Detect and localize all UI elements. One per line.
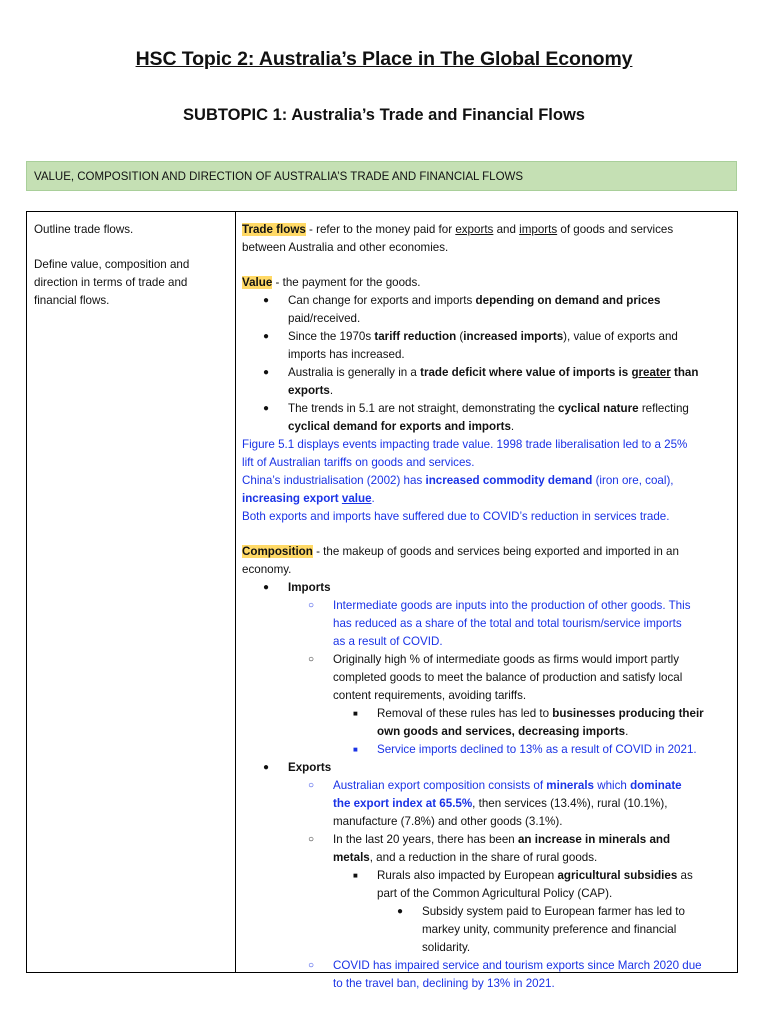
questions-column [27,212,236,972]
section-banner: VALUE, COMPOSITION AND DIRECTION OF AUSTRALIA’S TRADE AND FINANCIAL FLOWS [26,161,737,191]
bullet-icon: ● [263,762,270,773]
bullet-icon: ● [263,331,270,342]
list-item: ● Australia is generally in a trade deficit where value of imports is greater than exports. [263,366,699,397]
bullet-icon: ● [263,403,270,414]
term-trade-flows: Trade flows [242,223,306,236]
list-item: ● Subsidy system paid to European farmer has led to markey unity, community preference and financial solidarity. [397,905,685,954]
document-title: HSC Topic 2: Australia’s Place in The Global Economy [135,48,633,70]
list-item: ○ Intermediate goods are inputs into the production of other goods. This has reduced as a share of the total and total tourism/service imports as a result of COVID. [308,599,691,648]
exports-heading: ● Exports [242,759,731,777]
answers-column [236,212,737,990]
question-outline-trade-flows: Outline trade flows. [34,223,134,236]
notes-table [26,211,738,990]
value-notes: Figure 5.1 displays events impacting trade value. 1998 trade liberalisation led to a 25% lift of Australian tariffs on goods and services. China’s industrialisation (2002) has increased commodity demand (iron ore, coal), increasing export value. Both exports and imports have suffered due to COVID’s reduction in services trade. [242,438,688,523]
imports-heading: ● Imports [242,579,731,597]
list-item: ○ Australian export composition consists of minerals which dominate the export index at 65.5%, then services (13.4%), rural (10.1%), manufacture (7.8%) and other goods (3.1%). [308,779,682,828]
document-subtitle: SUBTOPIC 1: Australia’s Trade and Financial Flows [183,106,585,124]
value-section: Value - the payment for the goods. ● Can change for exports and imports depending on demand and prices paid/received. ● Since the 1970s tariff reduction (increased imports), value of exports and imports has increased. ● Australia is generally in a trade deficit where value of imports is greater than exports. ● The trends in 5.1 are not straight, demonstrating the cyclical nature reflecting cyclical demand for exports and imports. Figure 5.1 displays events impacting trade value. 1998 trade liberalisation led to a 25% lift of Australian tariffs on goods and services. China’s industrialisation (2002) has increased commodity demand (iron ore, coal), increasing export value. Both exports and imports have suffered due to COVID’s reduction in services trade. [242,274,731,526]
list-item: ○ In the last 20 years, there has been an increase in minerals and metals, and a reduction in the share of rural goods. [308,833,671,864]
circle-bullet-icon: ○ [308,600,315,611]
square-bullet-icon: ■ [353,871,358,880]
bullet-icon: ● [263,367,270,378]
list-item: ■ Removal of these rules has led to businesses producing their own goods and services, decreasing imports. [353,707,704,738]
trade-flows-definition: Trade flows - refer to the money paid for exports and imports of goods and services between Australia and other economies. [242,223,674,254]
term-composition: Composition [242,545,313,558]
square-bullet-icon: ■ [353,745,358,754]
question-define-value-composition-direction: Define value, composition and direction in terms of trade and financial flows. [34,258,190,307]
list-item: ● Can change for exports and imports depending on demand and prices paid/received. [263,294,661,325]
list-item: ■ Service imports declined to 13% as a result of COVID in 2021. [242,741,731,759]
circle-bullet-icon: ○ [308,654,315,665]
list-item: ■ Rurals also impacted by European agricultural subsidies as part of the Common Agricultural Policy (CAP). [353,869,693,900]
composition-section: Composition - the makeup of goods and services being exported and imported in an economy. ● Imports ○ Intermediate goods are inputs into the production of other goods. This has reduced as a share of the total and total tourism/service imports as a result of COVID. ○ Originally high % of intermediate goods as firms would import partly completed goods to meet the balance of production and satisfy local content requirements, avoiding tariffs. ■ Removal of these rules has led to businesses producing their own goods and services, decreasing imports. ■ Service imports declined to 13% as a result of COVID in 2021. ● Exports ○ Australian export composition consists of minerals which dominate the export index at 65.5%, then services (13.4%), rural (10.1%), manufacture (7.8%) and other goods (3.1%). ○ In the last 20 years, there has been an increase in minerals and metals, and a reduction in the share of rural goods. ■ Rurals also impacted by European agricultural subsidies as part of the Common Agricultural Policy (CAP). ● Subsidy system paid to European farmer has led to markey unity, community preference and financial solidarity. ○ COVID has impaired service and tourism exports since March 2020 due to the travel ban, declining by 13% in 2021. [242,543,731,993]
circle-bullet-icon: ○ [308,834,315,845]
bullet-icon: ● [263,295,270,306]
circle-bullet-icon: ○ [308,960,315,971]
bullet-icon: ● [397,906,404,917]
list-item: ○ COVID has impaired service and tourism exports since March 2020 due to the travel ban, declining by 13% in 2021. [308,959,702,990]
bullet-icon: ● [263,582,270,593]
circle-bullet-icon: ○ [308,780,315,791]
term-value: Value [242,276,273,289]
list-item: ● The trends in 5.1 are not straight, demonstrating the cyclical nature reflecting cyclical demand for exports and imports. [263,402,689,433]
list-item: ○ Originally high % of intermediate goods as firms would import partly completed goods to meet the balance of production and satisfy local content requirements, avoiding tariffs. [308,653,683,702]
list-item: ● Since the 1970s tariff reduction (increased imports), value of exports and imports has increased. [263,330,678,361]
square-bullet-icon: ■ [353,709,358,718]
